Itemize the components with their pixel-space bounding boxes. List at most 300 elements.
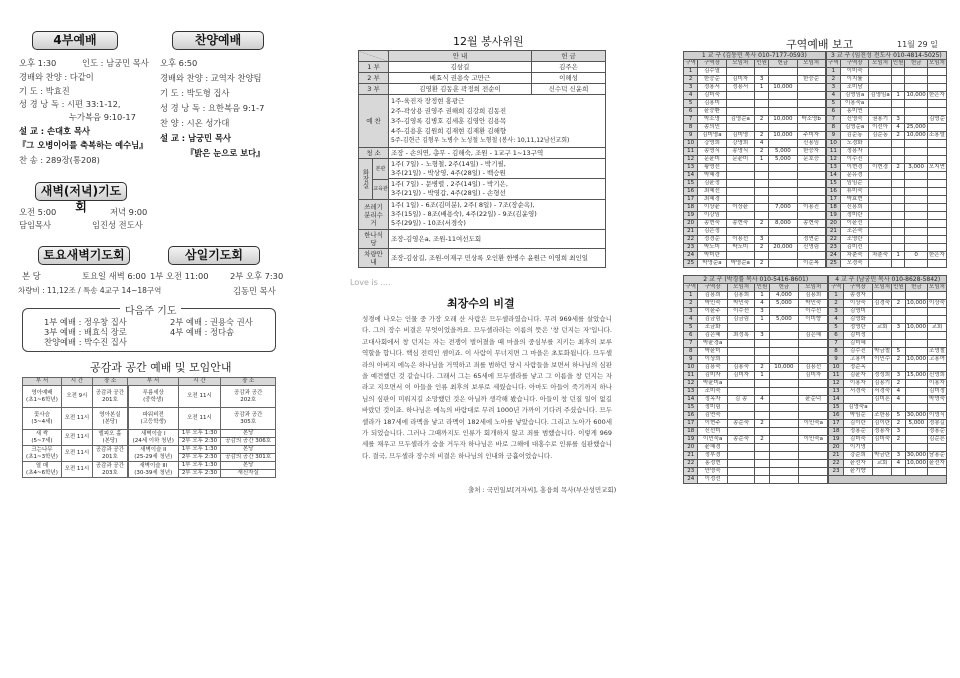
cell: 10 xyxy=(826,140,841,148)
table-row xyxy=(684,444,947,452)
cell: 정용서 xyxy=(698,84,726,92)
cell: 1 xyxy=(684,68,698,76)
praise-praise: 경배와 찬양 : 교역자 찬양팀 xyxy=(160,73,262,83)
cell xyxy=(769,76,797,84)
cell: 김영순 xyxy=(928,116,945,122)
cell: 조미남 xyxy=(840,84,868,92)
schedule-header: 시 간 xyxy=(178,378,221,386)
cell: 정봉길 xyxy=(929,420,945,426)
schedule-header: 장 소 xyxy=(92,378,128,386)
column-header: 모임처 xyxy=(874,284,891,290)
w4-reading: 성 경 낭 독 : 시편 33:1-12, xyxy=(19,99,121,109)
cell xyxy=(754,188,768,196)
cell: 15 xyxy=(828,404,843,412)
cell: 22 xyxy=(684,236,698,244)
cell: 이용선 xyxy=(726,236,754,244)
cell xyxy=(928,292,947,300)
cell: 2 xyxy=(754,220,768,228)
cell: 문윤미 xyxy=(726,156,754,164)
row-label: 2 부 xyxy=(359,73,389,84)
cell: 23 xyxy=(828,468,843,476)
cell: 박혜경 xyxy=(698,172,726,180)
column-header: 모임처 xyxy=(726,60,754,68)
cell: 김영화 xyxy=(843,316,873,324)
cell: 고용여 xyxy=(929,356,945,362)
cell: 박노미 xyxy=(698,244,726,252)
cell xyxy=(892,332,906,340)
table-row xyxy=(684,292,947,300)
w4-praise: 경배와 찬양 : 다같이 xyxy=(19,72,94,82)
cell: 이윤주 xyxy=(698,308,728,316)
table-row xyxy=(359,84,606,95)
cell: 20 xyxy=(828,444,843,452)
cell: 최정록 xyxy=(727,332,754,340)
cell: 신용희 xyxy=(840,204,868,212)
cell: 정경순 xyxy=(698,236,726,244)
cell xyxy=(891,212,905,220)
cell: 조영란 xyxy=(840,236,868,244)
cell xyxy=(891,76,905,84)
cell: 2 xyxy=(755,420,769,428)
cell xyxy=(891,236,905,244)
cell xyxy=(905,396,927,404)
cell xyxy=(927,108,946,116)
cell: 3 xyxy=(826,84,841,92)
cell xyxy=(869,204,891,212)
table-row xyxy=(359,230,606,249)
cell: 김용희 xyxy=(799,292,829,300)
cell: 19 xyxy=(826,212,841,220)
cell xyxy=(869,212,891,220)
cell: 김미정 xyxy=(929,388,945,394)
cell xyxy=(726,252,754,260)
table-row xyxy=(684,84,947,92)
cell: 7,000 xyxy=(769,204,797,212)
cell: 10,000 xyxy=(906,132,926,138)
cell: 윤선자 xyxy=(929,460,945,466)
cell xyxy=(769,444,798,452)
next-week-prayer-title: 다음주 기도 xyxy=(120,302,181,317)
table-row xyxy=(684,188,947,196)
cell: 김미자 xyxy=(726,76,754,84)
cell: 송영식 xyxy=(698,148,726,156)
cell xyxy=(797,108,826,116)
cell: 19 xyxy=(684,212,698,220)
dawn-evening: 저녁 9:00 xyxy=(110,207,148,217)
cell: 20 xyxy=(684,220,698,228)
table-row xyxy=(684,236,947,244)
column-header: 모임처 xyxy=(797,60,826,68)
cell xyxy=(905,364,927,372)
cell: 23 xyxy=(684,468,698,476)
cell xyxy=(727,428,754,436)
cell: 18 xyxy=(684,428,698,436)
cell: 2 xyxy=(891,132,905,140)
cell: 16 xyxy=(684,412,698,420)
cell xyxy=(892,444,906,452)
cell: 11 xyxy=(684,148,698,156)
cell: 3 xyxy=(891,116,905,124)
next-prayer-4: 4부 예배 : 정다솜 xyxy=(170,327,235,337)
cell: 한은자 xyxy=(928,92,945,98)
cell: 이선아 xyxy=(869,124,891,132)
line: 1주( 7일) - 문병렬 , 2주(14일) - 박기은, xyxy=(391,180,508,188)
dept: 파워비전 (고등학생) xyxy=(128,408,178,430)
cell xyxy=(869,228,891,236)
cell xyxy=(869,236,891,244)
cell: 2 xyxy=(826,76,841,84)
time: 1부 오후 1:30 xyxy=(178,446,221,454)
cell xyxy=(769,348,798,356)
time: 1부 오후 1:30 xyxy=(178,430,221,438)
cell xyxy=(905,212,927,220)
line: 3주(15일) - 8조(배용숙), 4주(22일) - 9조(김윤영) xyxy=(391,210,537,218)
column-header: 헌금 xyxy=(905,284,927,292)
cell: 3 xyxy=(892,452,906,460)
cell xyxy=(891,244,905,252)
cell xyxy=(727,324,754,332)
table-row xyxy=(684,476,947,484)
cell: 0 xyxy=(905,252,927,260)
cell: 1 xyxy=(828,292,843,300)
cell: 4 xyxy=(684,92,698,100)
cell xyxy=(727,356,754,364)
cell xyxy=(769,124,797,132)
cell: 20,000 xyxy=(769,244,797,252)
cell: 10 xyxy=(828,364,843,372)
cell xyxy=(928,332,947,340)
table-row xyxy=(684,260,947,268)
cell: 2 xyxy=(828,300,843,308)
time: 오전 11시 xyxy=(61,462,92,478)
restroom-label-cell xyxy=(359,159,389,200)
cell: 4 xyxy=(892,460,906,468)
table-row xyxy=(684,116,947,124)
praise-sermon: 설 교 : 남궁민 목사 xyxy=(160,133,231,143)
column-header: 구역장 xyxy=(840,60,868,68)
cell: 2 xyxy=(754,116,768,124)
cell: 남용순 xyxy=(929,452,945,458)
cell xyxy=(891,140,905,148)
cell: 7 xyxy=(684,340,698,348)
cell: 소용렬 xyxy=(928,132,945,138)
cell: 이순복 xyxy=(797,260,826,268)
district-title: 1 교 구 (김동민 목사 010-7177-0593) xyxy=(684,52,826,60)
cell: 홍미연 xyxy=(840,108,868,116)
cell: 박소영 xyxy=(698,116,726,124)
dept: 크는나무 (초1~3학년) xyxy=(23,446,62,462)
cell xyxy=(799,380,829,388)
cell: 5 xyxy=(826,100,841,108)
cell: 이용진 xyxy=(797,204,826,212)
cell: 김윤정 xyxy=(698,180,726,188)
cell: 1 xyxy=(755,292,769,300)
cell: 5,000 xyxy=(769,300,798,308)
cell xyxy=(843,396,873,404)
row-label: 예 찬 xyxy=(359,95,389,148)
cell xyxy=(726,108,754,116)
cell: 권용기 xyxy=(869,116,891,124)
cell: 이현경 xyxy=(840,164,868,172)
cell: 김미자 xyxy=(698,372,728,380)
cell xyxy=(769,180,797,188)
cell: 문윤미 xyxy=(698,156,726,164)
cell xyxy=(769,468,798,476)
column-header: 구역 xyxy=(826,60,841,68)
cell: 21 xyxy=(828,452,843,460)
table-row xyxy=(684,380,947,388)
cell: 25 xyxy=(684,260,698,268)
cell xyxy=(891,68,905,76)
table-row xyxy=(684,148,947,156)
cell xyxy=(905,260,927,268)
cell xyxy=(873,404,892,412)
cell xyxy=(928,364,947,372)
cell xyxy=(727,444,754,452)
cell: 2 xyxy=(892,420,906,428)
cell: 12 xyxy=(684,156,698,164)
cell: 15 xyxy=(684,404,698,412)
restroom-cell xyxy=(389,159,606,200)
cell: 정부경 xyxy=(698,452,728,460)
cell: 15,000 xyxy=(906,372,926,378)
cell: 12 xyxy=(684,380,698,388)
praise-service-title: 찬양예배 xyxy=(172,31,264,50)
cell: 교회 xyxy=(928,324,947,332)
cell: 이수선 xyxy=(727,308,754,316)
cell xyxy=(754,68,768,76)
cell: 신영림 xyxy=(797,244,826,252)
praise-song: 찬 양 : 시온 성가대 xyxy=(160,118,230,128)
cell: 김영순a xyxy=(726,116,754,124)
cell: 22 xyxy=(828,460,843,468)
cell: 9 xyxy=(828,356,843,364)
time: 2부 오후 2:30 xyxy=(178,470,221,478)
cell xyxy=(799,468,829,476)
cell: 11 xyxy=(826,148,841,156)
cell: 15 xyxy=(684,180,698,188)
table-row xyxy=(684,316,947,324)
place: 공감의 공간 306호 xyxy=(221,438,276,446)
cell xyxy=(905,228,927,236)
cell xyxy=(797,180,826,188)
cell: 정용순 xyxy=(929,428,945,434)
cell: 김영환 김동훈 곽정희 전순이 xyxy=(389,84,532,95)
cell: 김금림 xyxy=(727,316,754,324)
cell: 10,000 xyxy=(769,84,797,92)
cell xyxy=(891,148,905,156)
dawn-morning: 오전 5:00 xyxy=(19,207,57,217)
cell: 차춘숙 xyxy=(840,252,868,260)
cell: 4 xyxy=(892,388,906,396)
row-label: 화장실 xyxy=(359,159,373,199)
cell: 17 xyxy=(826,196,841,204)
cell: 차춘숙 xyxy=(869,252,891,260)
cell xyxy=(905,236,927,244)
cell xyxy=(754,180,768,188)
cell: 김주은 xyxy=(532,62,606,73)
cell: 문유경 xyxy=(840,172,868,180)
cell: 김용숙 xyxy=(698,364,728,372)
cell xyxy=(869,220,891,228)
cell: 이지률 xyxy=(840,76,868,84)
cell: 이해성 xyxy=(532,73,606,84)
cell xyxy=(892,308,906,316)
wed-part2: 2부 오후 7:30 xyxy=(230,271,284,281)
cell: 김 송 xyxy=(727,396,754,404)
table-row xyxy=(684,156,947,164)
cell: 오지연 xyxy=(928,164,945,170)
cell: 10,000 xyxy=(906,356,926,362)
cell xyxy=(891,100,905,108)
cell xyxy=(797,252,826,260)
next-prayer-5: 찬양예배 : 박수진 집사 xyxy=(44,337,127,347)
place: 본당 xyxy=(221,430,276,438)
column-header: 모임처 xyxy=(869,60,891,68)
district-title: 3 교 구 (임진성 전도사 010-4814-5025) xyxy=(826,52,947,60)
w4-time: 오후 1:30 xyxy=(19,58,57,68)
cell: 정옥자 xyxy=(698,396,728,404)
cell: 박금철 xyxy=(874,348,891,354)
cell xyxy=(797,124,826,132)
sat-note: 차량비 : 11,12조 / 특송 4교구 14~18구역 xyxy=(18,286,162,295)
cell xyxy=(726,196,754,204)
place: 새신자실 xyxy=(221,470,276,478)
cell xyxy=(905,116,927,124)
cell: 5 xyxy=(828,324,843,332)
cell xyxy=(873,332,892,340)
cell: 9 xyxy=(684,356,698,364)
cell xyxy=(727,476,754,484)
cell xyxy=(755,452,769,460)
schedule-title: 공감과 공간 예배 및 모임안내 xyxy=(90,361,232,374)
cell: 2 xyxy=(892,380,906,388)
district-title: 4 교 구 (남궁민 목사 010-8628-5842) xyxy=(828,276,946,284)
cell xyxy=(769,340,798,348)
cell xyxy=(754,212,768,220)
cell xyxy=(769,252,797,260)
table-row xyxy=(684,172,947,180)
time: 오전 11시 xyxy=(178,408,221,430)
cell: 4 xyxy=(891,124,905,132)
cell: 5,000 xyxy=(769,316,798,324)
cell xyxy=(726,172,754,180)
cell xyxy=(892,364,906,372)
table-row xyxy=(684,428,947,436)
cell: 황영선 xyxy=(698,164,726,172)
cell xyxy=(754,228,768,236)
cell: 조장-김삼길, 조원-이재구 민상록 오인환 한병수 윤원근 이영희 최인일 xyxy=(389,249,606,268)
cell xyxy=(869,140,891,148)
cell: 교회 xyxy=(873,324,892,332)
cell: 1 xyxy=(684,292,698,300)
cell: 노경화 xyxy=(840,140,868,148)
table-row xyxy=(684,412,947,420)
cell: 이수선 xyxy=(799,308,829,316)
cell: 15 xyxy=(826,180,841,188)
dept: 푸름세상 (중학생) xyxy=(128,386,178,408)
cell: 김미숙 xyxy=(843,436,873,444)
greet-line: 4주-김용훈 김원희 김재현 김재환 김해향 xyxy=(391,127,507,135)
cell: 6 xyxy=(684,108,698,116)
cell: 박영순a xyxy=(726,260,754,268)
cell xyxy=(755,348,769,356)
sub-label: 교육관 xyxy=(373,186,388,193)
cell: 11 xyxy=(684,372,698,380)
w4-prayer: 기 도 : 박효진 xyxy=(19,86,70,96)
cell: 한승순 xyxy=(698,76,726,84)
cell: 조장-김영은a, 조원-11여선도회 xyxy=(389,230,606,249)
cell xyxy=(797,172,826,180)
cell xyxy=(905,380,927,388)
cell xyxy=(755,380,769,388)
w4-leader: 인도 : 남궁민 목사 xyxy=(82,58,149,68)
cell: 서경숙 xyxy=(843,388,873,396)
cell xyxy=(891,156,905,164)
cell: 이용자 xyxy=(843,380,873,388)
cell: 이상숙 xyxy=(843,300,873,308)
cell: 24 xyxy=(684,476,698,484)
cell: 17 xyxy=(828,420,843,428)
cell: 30,000 xyxy=(906,452,926,458)
cell: 김영미 xyxy=(843,308,873,316)
cell xyxy=(799,444,829,452)
time: 2부 오후 2:30 xyxy=(178,454,221,462)
cell xyxy=(905,388,927,396)
essay-source: 출처 : 국민일보[겨자씨], 홍융희 목사(부산성민교회) xyxy=(468,486,617,494)
cell: 송경자 xyxy=(843,292,873,300)
cell: 2 xyxy=(754,244,768,252)
schedule-header: 부 서 xyxy=(23,378,62,386)
cell xyxy=(799,348,829,356)
cell xyxy=(754,196,768,204)
table-row xyxy=(684,364,947,372)
cell: 7 xyxy=(684,116,698,124)
cell xyxy=(799,412,829,420)
table-row xyxy=(684,68,947,76)
cell xyxy=(769,100,797,108)
cell: 25,000 xyxy=(906,124,926,130)
cell: 김미선 xyxy=(840,244,868,252)
cell xyxy=(727,348,754,356)
cell: 3 xyxy=(892,324,906,332)
cell: 신선미 xyxy=(698,428,728,436)
cell: 송순숙 xyxy=(727,436,754,444)
cell: 이현경 xyxy=(869,164,891,172)
cell: 19 xyxy=(684,436,698,444)
cell xyxy=(755,428,769,436)
cell xyxy=(927,188,946,196)
cell: 이상숙 xyxy=(929,300,945,306)
cell: 박민숙 xyxy=(799,300,829,308)
table-row xyxy=(684,356,947,364)
time: 오전 11시 xyxy=(178,386,221,408)
table-row xyxy=(684,164,947,172)
cell: 13 xyxy=(684,388,698,396)
cell xyxy=(726,228,754,236)
cell xyxy=(927,236,946,244)
cell: 1 xyxy=(754,84,768,92)
cell: 박미란 xyxy=(698,252,726,260)
cell: 16 xyxy=(684,188,698,196)
cell: 김은정 xyxy=(698,228,726,236)
row-label: 3 부 xyxy=(359,84,389,95)
cell xyxy=(873,364,892,372)
cell xyxy=(769,452,798,460)
cell xyxy=(769,332,798,340)
cell: 10,000 xyxy=(906,300,926,306)
cell xyxy=(873,316,892,324)
